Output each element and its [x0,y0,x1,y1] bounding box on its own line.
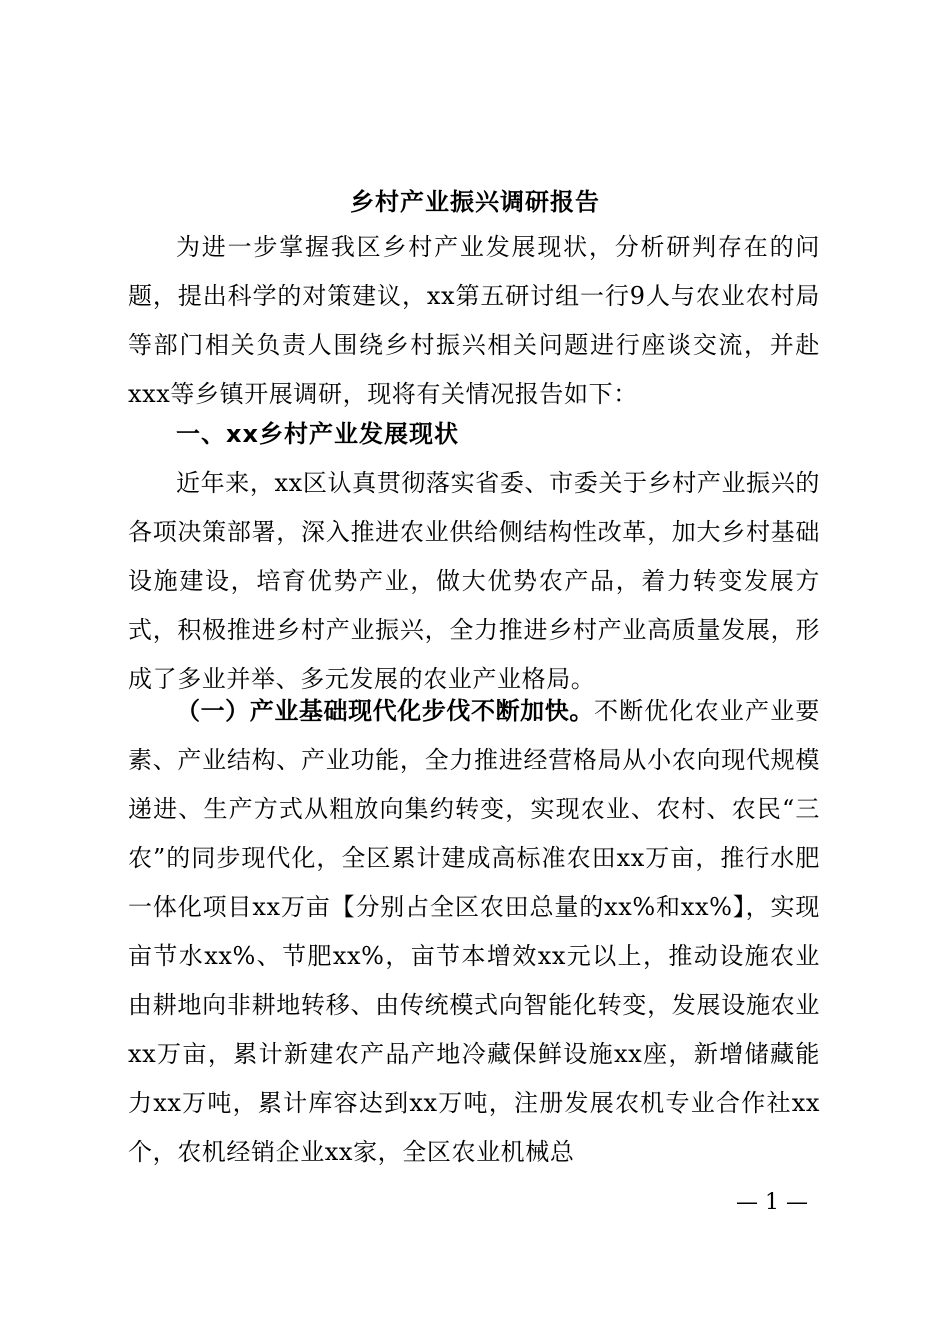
subsection-1-body: 不断优化农业产业要素、产业结构、产业功能，全力推进经营格局从小农向现代规模递进、生产方式从粗放向集约转变，实现农业、农村、农民“三农”的同步现代化，全区累计建成高标准农田xx万亩，推行水肥一体化项目xx万亩【分别占全区农田总量的xx%和xx%】，实现亩节水xx%、节肥xx%，亩节本增效xx元以上，推动设施农业由耕地向非耕地转移、由传统模式向智能化转变，发展设施农业xx万亩，累计新建农产品产地冷藏保鲜设施xx座，新增储藏能力xx万吨，累计库容达到xx万吨，注册发展农机专业合作社xx个，农机经销企业xx家，全区农业机械总 [128,697,821,1166]
subsection-heading-1: （一）产业基础现代化步伐不断加快。 [176,697,594,725]
section-1-paragraph: 近年来，xx区认真贯彻落实省委、市委关于乡村产业振兴的各项决策部署，深入推进农业供给侧结构性改革，加大乡村基础设施建设，培育优势产业，做大优势农产品，着力转变发展方式，积极推进乡村产业振兴，全力推进乡村产业高质量发展，形成了多业并举、多元发展的农业产业格局。 [128,469,820,693]
section-heading-1: 一、xx乡村产业发展现状 [176,420,459,448]
document-title: 乡村产业振兴调研报告 [350,187,600,216]
intro-paragraph: 为进一步掌握我区乡村产业发展现状，分析研判存在的问题，提出科学的对策建议，xx第五研讨组一行9人与农业农村局等部门相关负责人围绕乡村振兴相关问题进行座谈交流，并赴xxx等乡镇开展调研，现将有关情况报告如下： [128,233,820,408]
subsection-1-paragraph [128,687,820,1177]
page-number: — 1 — [736,1190,808,1215]
